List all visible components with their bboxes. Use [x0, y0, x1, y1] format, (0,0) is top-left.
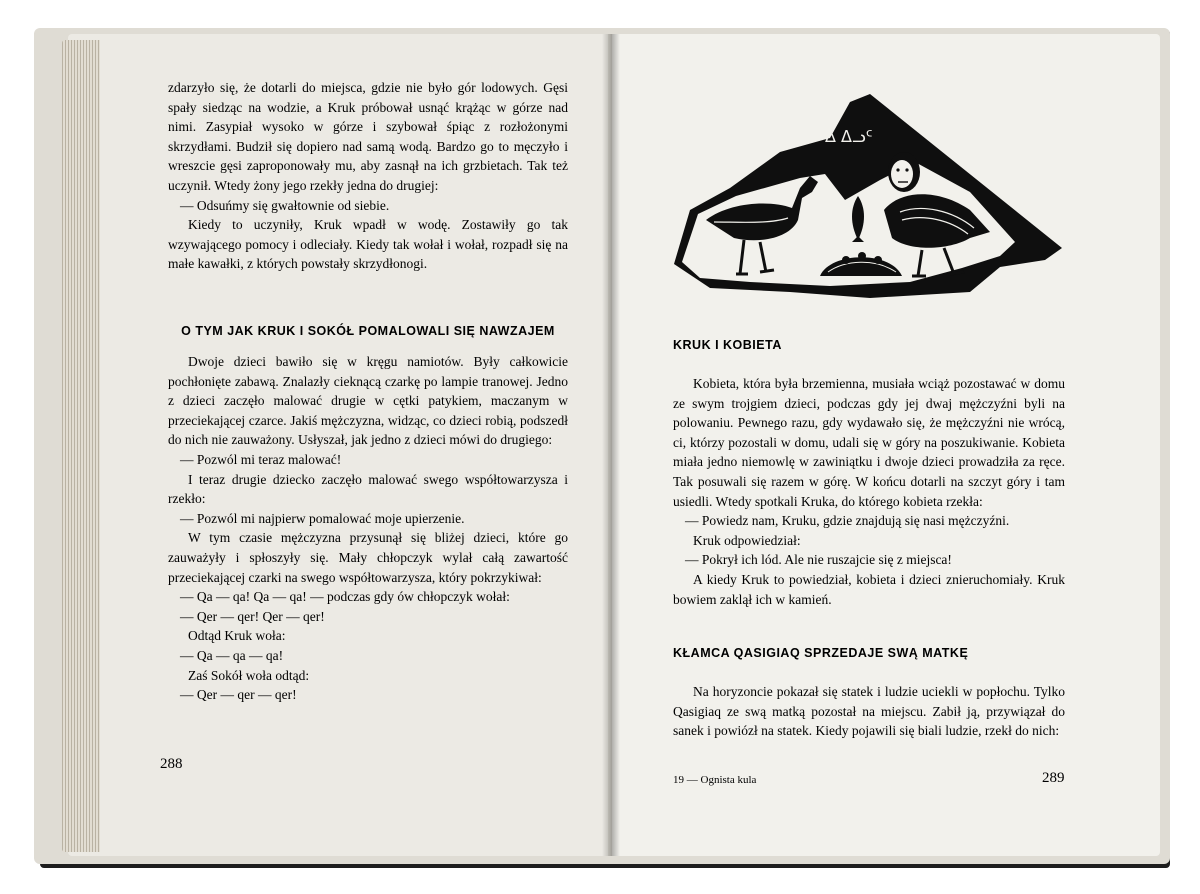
- paragraph: Zaś Sokół woła odtąd:: [188, 667, 310, 683]
- paragraph: Na horyzoncie pokazał się statek i ludzie uciekli w popłochu. Tylko Qasigiaq ze swą matką pozostał na miejscu. Zabił ją, przywiązał do sanek i powiózł na statek. Kiedy pojawili się biali ludzie, rzekł do nich:: [673, 684, 1065, 739]
- dialogue-line: — Powiedz nam, Kruku, gdzie znajdują się nasi mężczyźni.: [685, 513, 1010, 529]
- paragraph: Kobieta, która była brzemienna, musiała wciąż pozostawać w domu ze swym trojgiem dzieci, podczas gdy jej dwaj mężczyźni byli na polowaniu. Pewnego razu, gdy wydawało się, że mężczyźni nie wrócą, ci, którzy pozostali w domu, udali się w góry na poszukiwanie. Kobieta miała jedno niemowlę w zawiniątku i dwoje dzieci prowadziła za ręce. Tak posuwali się razem w górę. W końcu dotarli na szczyt góry i tam usiedli. Wtedy spotkali Kruka, do którego kobieta rzekła:: [673, 376, 1065, 509]
- page-number-left: 288: [160, 756, 183, 772]
- paragraph: Kruk odpowiedział:: [693, 532, 801, 548]
- paragraph: W tym czasie mężczyzna przysunął się bliżej dzieci, które go zauważyły i spłoszyły się. Mały chłopczyk wylał całą zawartość przeciekającej czarki na swego współtowarzysza, który pokrzykiwał:: [168, 530, 568, 585]
- paragraph: Kiedy to uczyniły, Kruk wpadł w wodę. Zostawiły go tak wzywającego pomocy i odleciały. Kiedy tak wołał i wołał, rozpadł się na małe kawałki, z których powstały skrzydłonogi.: [168, 217, 568, 272]
- right-text-top: [673, 374, 1065, 609]
- dialogue-line: — Odsuńmy się gwałtownie od siebie.: [180, 197, 390, 213]
- dialogue-line: — Qer — qer — qer!: [180, 687, 297, 703]
- book-gutter: [602, 34, 620, 856]
- right-text-bottom: [673, 682, 1065, 741]
- paragraph: A kiedy Kruk to powiedział, kobieta i dzieci znieruchomiały. Kruk bowiem zaklął ich w kamień.: [673, 571, 1065, 607]
- dialogue-line: — Qer — qer! Qer — qer!: [180, 608, 325, 624]
- page-number-right: 289: [1042, 770, 1065, 786]
- section-heading: KRUK I KOBIETA: [673, 338, 782, 352]
- paragraph: zdarzyło się, że dotarli do miejsca, gdzie nie było gór lodowych. Gęsi spały siedząc na wodzie, a Kruk próbował usnąć krążąc w górze nad nimi. Zasypiał wysoko w górze i szybował śpiąc z rozłożonymi skrzydłami. Budził się dopiero nad samą wodą. Bardzo go to męczyło i wreszcie gęsi zaproponowały mu, aby zasnął na ich grzbietach. Tak też uczynił. Wtedy żony jego rzekły jedna do drugiej:: [168, 80, 568, 193]
- dialogue-line: — Pozwól mi najpierw pomalować moje upierzenie.: [180, 510, 465, 526]
- woodcut-illustration: [670, 92, 1065, 300]
- dialogue-line: — Qa — qa — qa!: [180, 647, 284, 663]
- section-heading: KŁAMCA QASIGIAQ SPRZEDAJE SWĄ MATKĘ: [673, 646, 969, 660]
- section-heading: O TYM JAK KRUK I SOKÓŁ POMALOWALI SIĘ NAWZAJEM: [181, 324, 555, 338]
- paragraph: Dwoje dzieci bawiło się w kręgu namiotów. Były całkowicie pochłonięte zabawą. Znalazły cieknącą czarkę po lampie tranowej. Jedno z dzieci zaczęło malować drugie w cętki patykiem, maczanym w przeciekającej czarce. Jakiś mężczyzna, widząc, co dzieci robią, podszedł do nich nie zauważony. Usłyszał, jak jedno z dzieci mówi do drugiego:: [168, 354, 568, 448]
- illustration-inscription: Δ ᐃᓗᑦ: [825, 127, 873, 146]
- paragraph: I teraz drugie dziecko zaczęło malować swego współtowarzysza i rzekło:: [168, 471, 568, 507]
- dialogue-line: — Pozwól mi teraz malować!: [180, 451, 342, 467]
- left-text-top: [168, 78, 568, 274]
- left-text-bottom: [168, 352, 568, 705]
- dialogue-line: — Qa — qa! Qa — qa! — podczas gdy ów chłopczyk wołał:: [180, 589, 510, 605]
- page-footer: 19 — Ognista kula: [673, 774, 757, 786]
- paragraph: Odtąd Kruk woła:: [188, 628, 286, 644]
- dialogue-line: — Pokrył ich lód. Ale nie ruszajcie się z miejsca!: [685, 552, 952, 568]
- page-edges: [62, 40, 100, 852]
